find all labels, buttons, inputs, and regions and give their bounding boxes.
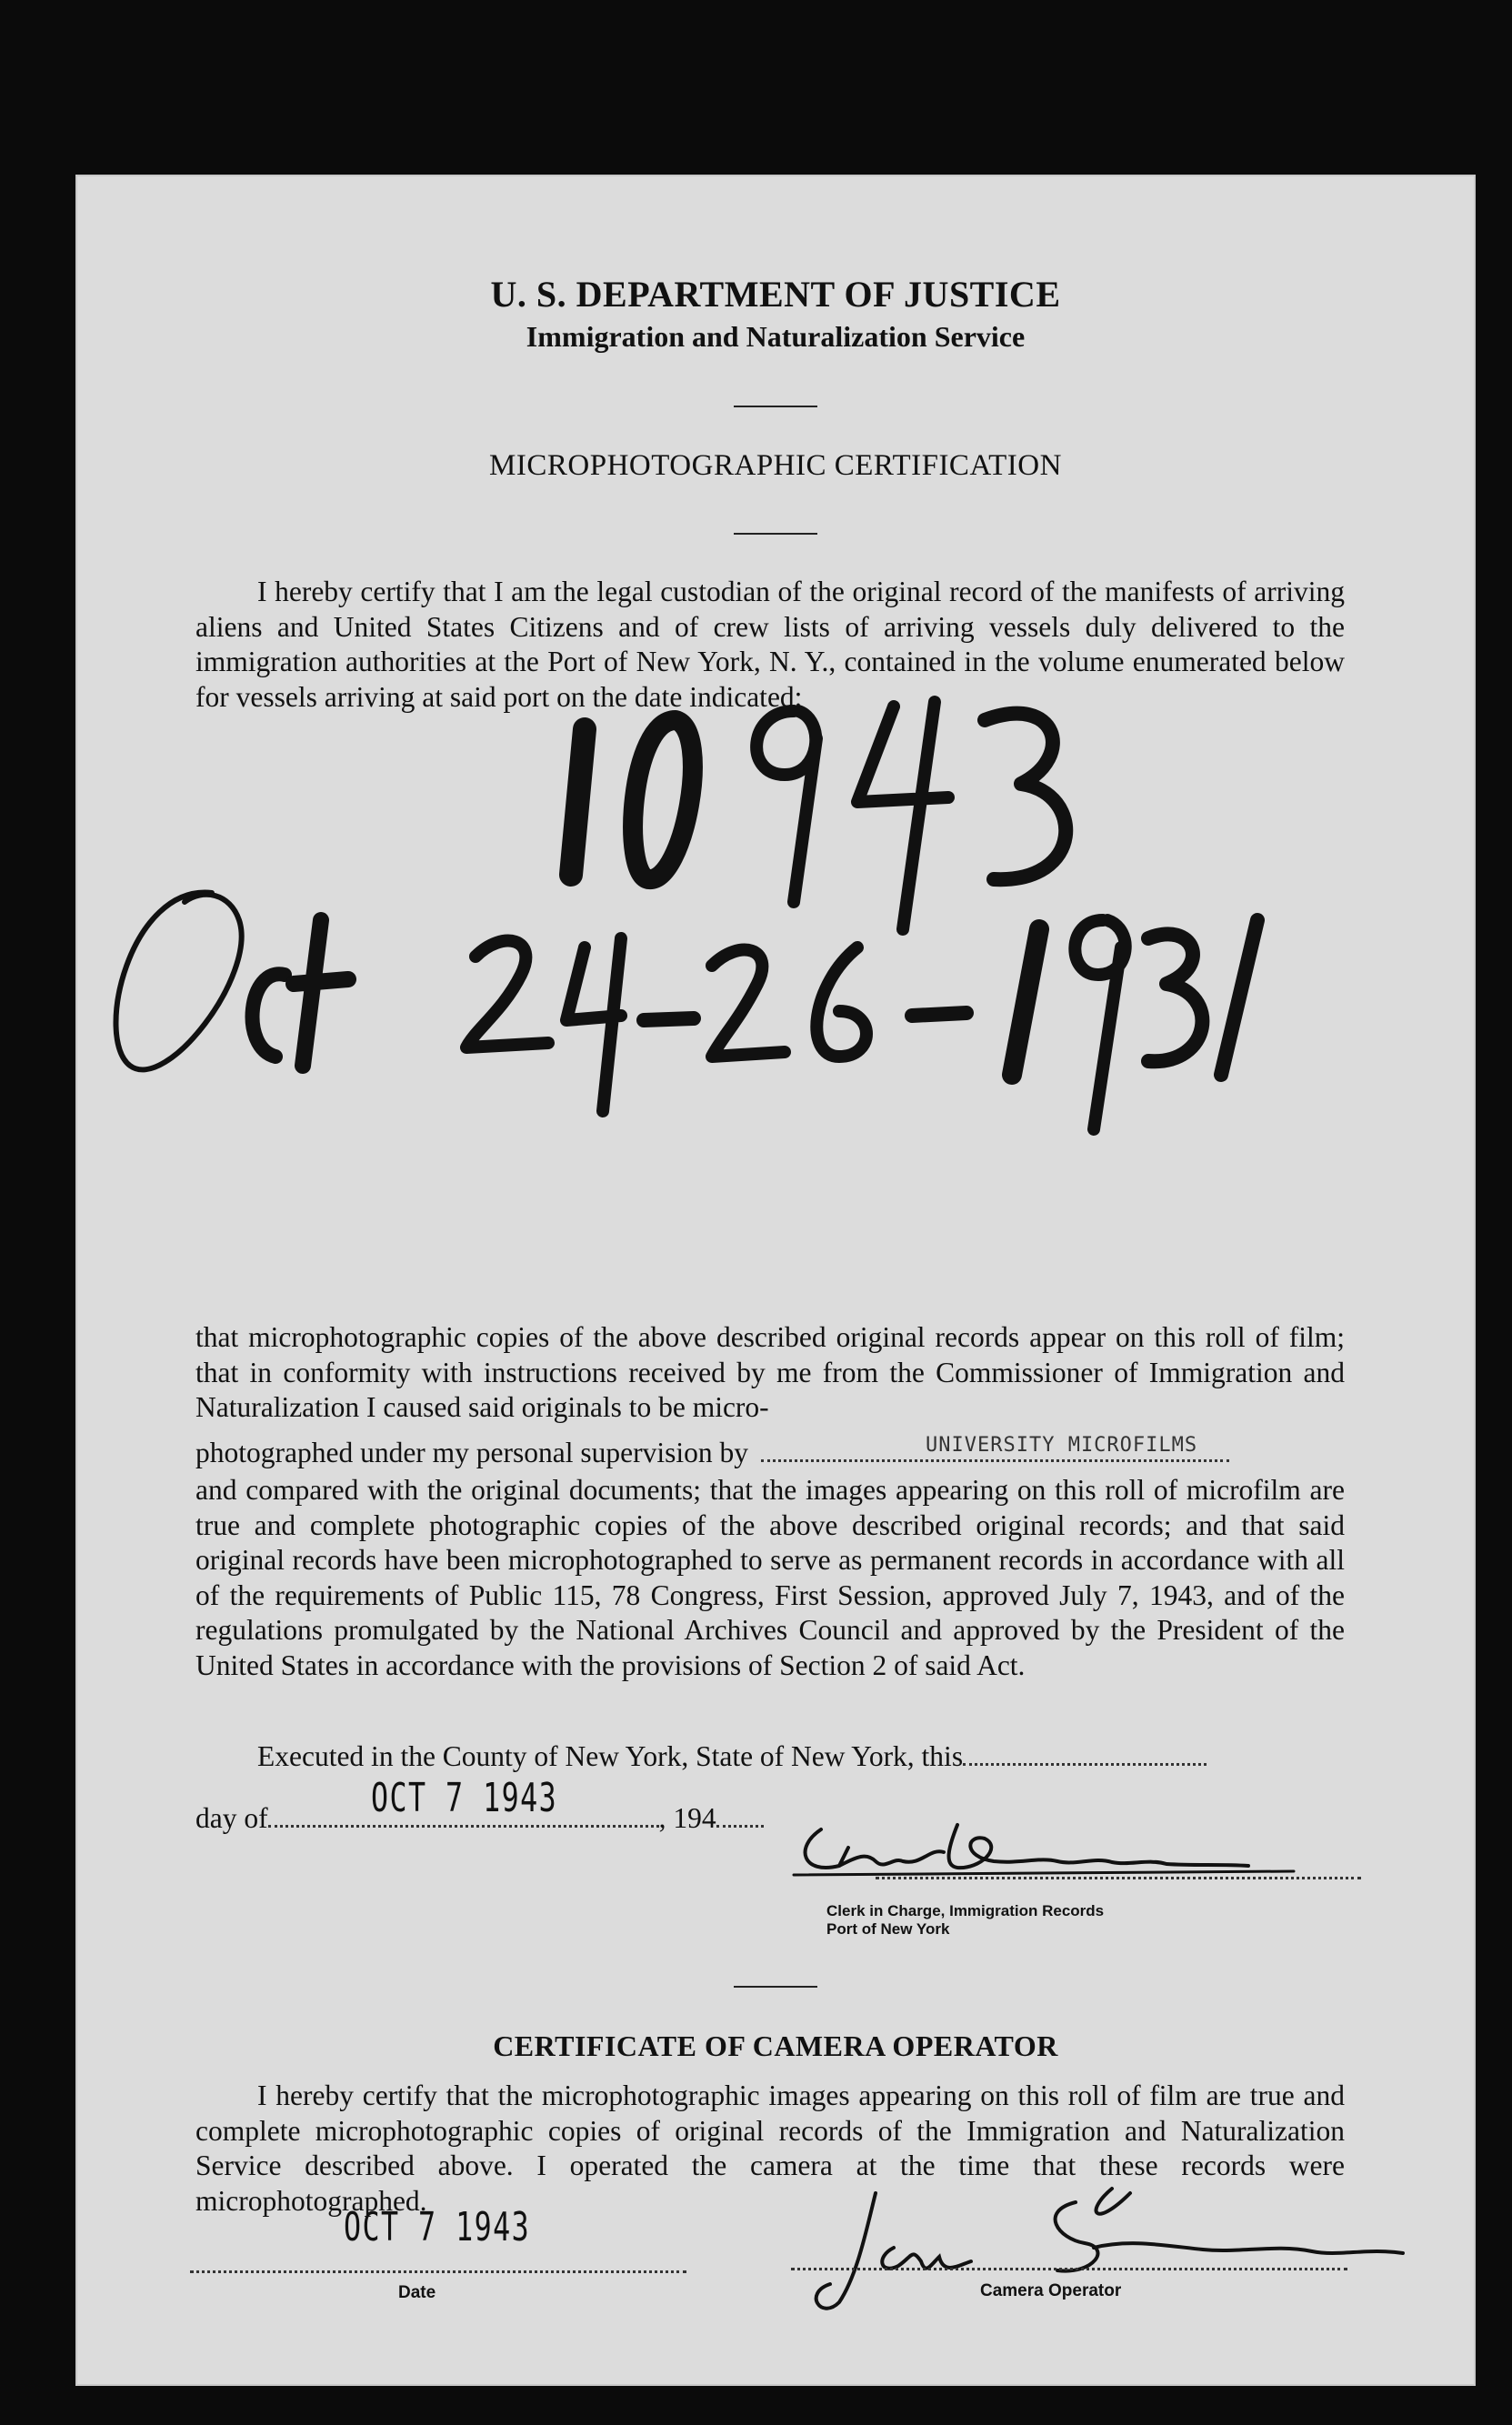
year-fill-line bbox=[716, 1825, 764, 1828]
clerk-signature bbox=[785, 1811, 1367, 1884]
executed-line bbox=[257, 1740, 1207, 1773]
clerk-title bbox=[826, 1902, 1104, 1939]
certification-text-a: that microphotographic copies of the above described original records appear on this roll of film; that in conformity with instructions received by me from the Commissioner of Immigration and Naturalization I caused said originals to be micro- bbox=[195, 1321, 1345, 1423]
certification-paragraph bbox=[195, 1320, 1345, 1426]
divider bbox=[734, 406, 817, 407]
date-label: Date bbox=[398, 2283, 436, 2302]
service-subtitle: Immigration and Naturalization Service bbox=[526, 320, 1026, 353]
certification-title: MICROPHOTOGRAPHIC CERTIFICATION bbox=[489, 449, 1062, 482]
camera-operator-title: CERTIFICATE OF CAMERA OPERATOR bbox=[493, 2029, 1058, 2062]
day-fill-line bbox=[268, 1825, 659, 1828]
certification-paragraph-cont bbox=[195, 1473, 1345, 1683]
date-line bbox=[190, 2270, 686, 2273]
microfilm-company: UNIVERSITY MICROFILMS bbox=[926, 1434, 1198, 1457]
department-title: U. S. DEPARTMENT OF JUSTICE bbox=[490, 274, 1061, 315]
operator-label: Camera Operator bbox=[980, 2281, 1122, 2300]
handwritten-date bbox=[75, 866, 1476, 1338]
supervision-lead: photographed under my personal supervision by bbox=[195, 1437, 749, 1468]
divider bbox=[734, 1986, 817, 1988]
clerk-signature-line bbox=[876, 1877, 1361, 1879]
supervision-fill-line bbox=[761, 1459, 1229, 1462]
executed-fill-line bbox=[963, 1763, 1207, 1766]
clerk-title-line1: Clerk in Charge, Immigration Records bbox=[826, 1902, 1105, 1919]
clerk-title-line2: Port of New York bbox=[826, 1920, 950, 1938]
certification-text-c: and compared with the original documents; that the images appearing on this roll of microfilm are true and complete photographic copies of the above described original records; and that said original records have been microphotographed to serve as permanent records in accordance with all of the requirements of Public 115, 78 Congress, First Session, approved July 7, 1943, and of the regulations promulgated by the National Archives Council and approved by the President of the United States in accordance with the provisions of Section 2 of said Act. bbox=[195, 1474, 1345, 1681]
certificate-page bbox=[75, 175, 1476, 2386]
day-of-label: day of bbox=[195, 1802, 268, 1834]
operator-stamped-date: OCT 7 1943 bbox=[344, 2204, 531, 2250]
executed-text: Executed in the County of New York, State of New York, this bbox=[257, 1740, 964, 1772]
custodian-text: I hereby certify that I am the legal custodian of the original record of the manifests of arriving aliens and United States Citizens and of crew lists of arriving vessels duly delivered to the immigration authorities at the Port of New York, N. Y., contained in the volume enumerated below for vessels arriving at said port on the date indicated: bbox=[195, 576, 1345, 713]
year-prefix: , 194 bbox=[658, 1802, 716, 1834]
operator-signature-line bbox=[791, 2268, 1347, 2270]
divider bbox=[734, 533, 817, 535]
camera-operator-text: I hereby certify that the microphotographic images appearing on this roll of film are true and complete microphotographic copies of original records of the Immigration and Naturalization Service described above. I operated the camera at the time that these records were microphotographed. bbox=[195, 2079, 1345, 2217]
stamped-date: OCT 7 1943 bbox=[371, 1775, 558, 1821]
